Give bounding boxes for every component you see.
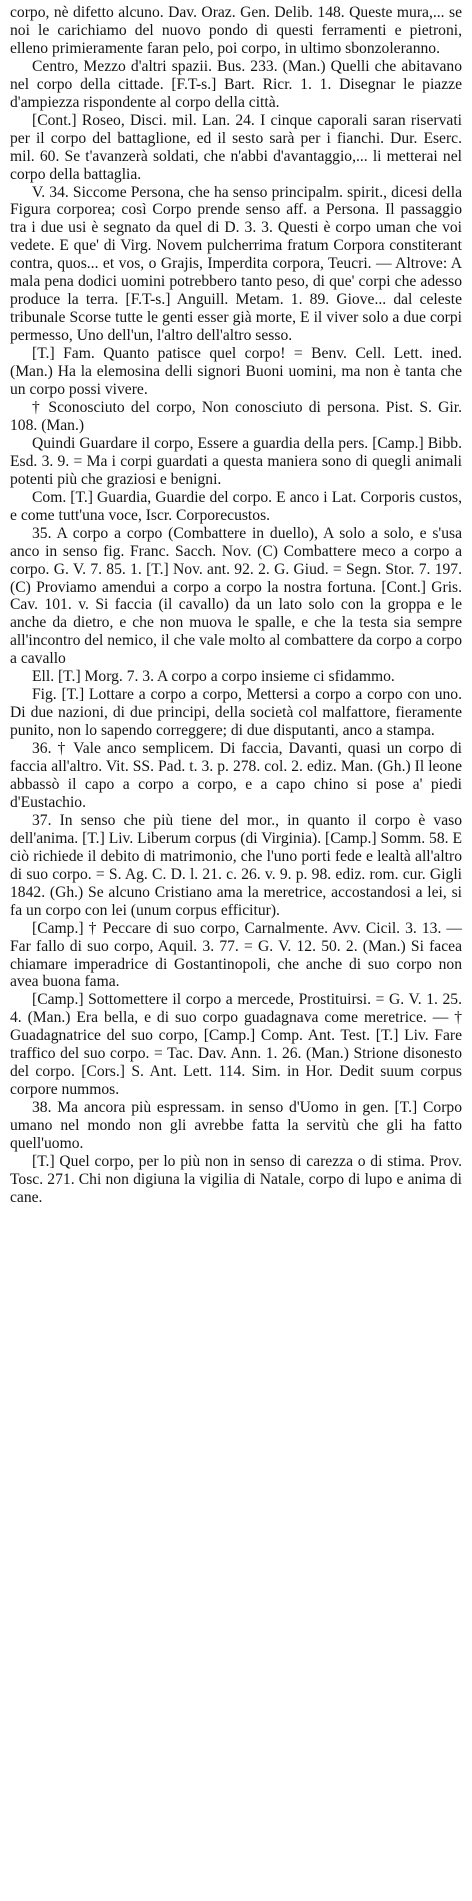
paragraph-sense-37-vaso-anima: 37. In senso che più tiene del mor., in quanto il corpo è vaso dell'anima. [T.] Liv. Liberum corpus (di Virginia). [Camp.] Somm. 58. E ciò richiede il debito di matrimonio, che l'uno porti fede e lealtà all'altro di suo corpo. = S. Ag. C. D. l. 21. c. 26. v. 9. p. 98. ediz. rom. cur. Gigli 1842. (Gh.) Se alcuno Cristiano ama la meretrice, accostandosi a lei, si fa un corpo con lei (unum corpus efficitur). (10, 811, 462, 919)
paragraph-corpo-nuovo-pondo: corpo, nè difetto alcuno. Dav. Oraz. Gen. Delib. 148. Queste mura,... se noi le carichiamo del nuovo pondo di questi ferramenti e pietroni, elleno primieramente faran pelo, poi corpo, in ultimo sbonzoleranno. (10, 4, 462, 57)
paragraph-centro-mezzo: Centro, Mezzo d'altri spazii. Bus. 233. (Man.) Quelli che abitavano nel corpo della cittade. [F.T-s.] Bart. Ricr. 1. 1. Disegnar le piazze d'ampiezza rispondente al corpo della città. (10, 57, 462, 111)
paragraph-peccare-di-suo-corpo: [Camp.] † Peccare di suo corpo, Carnalmente. Avv. Cicil. 3. 13. — Far fallo di suo corpo, Aquil. 3. 77. = G. V. 12. 50. 2. (Man.) Si facea chiamare imperadrice di Gostantinopoli, che anche di suo corpo non avea buona fama. (10, 919, 462, 991)
paragraph-fig-lottare: Fig. [T.] Lottare a corpo a corpo, Mettersi a corpo a corpo con uno. Di due nazioni, di due principi, della società col malfattore, fieramente punito, non lo sapendo correggere; di due disputanti, anco a stampa. (10, 686, 462, 740)
paragraph-guardare-il-corpo: Quindi Guardare il corpo, Essere a guardia della pers. [Camp.] Bibb. Esd. 3. 9. = Ma i corpi guardati a questa maniera sono di quegli animali potenti più che graziosi e benigni. (10, 434, 462, 488)
paragraph-sottomettere-il-corpo: [Camp.] Sottomettere il corpo a mercede, Prostituirsi. = G. V. 1. 25. 4. (Man.) Era bella, e di suo corpo guadagnava come meretrice. — † Guadagnatrice del suo corpo, [Camp.] Comp. Ant. Test. [T.] Liv. Fare traffico del suo corpo. = Tac. Dav. Ann. 1. 26. (Man.) Strione disonesto del corpo. [Cors.] S. Ant. Lett. 114. Sim. in Hor. Dedit suum corpus corpore nummos. (10, 991, 462, 1099)
paragraph-quel-corpo: [T.] Quel corpo, per lo più non in senso di carezza o di stima. Prov. Tosc. 271. Chi non digiuna la vigilia di Natale, corpo di lupo e anima di cane. (10, 1153, 462, 1206)
paragraph-sense-35-a-corpo-a-corpo: 35. A corpo a corpo (Combattere in duello), A solo a solo, e s'usa anco in senso fig. Franc. Sacch. Nov. (C) Combattere meco a corpo a corpo. G. V. 7. 85. 1. [T.] Nov. ant. 92. 2. G. Giud. = Segn. Stor. 7. 197. (C) Proviamo amendui a corpo a corpo la nostra fortuna. [Cont.] Gris. Cav. 101. v. Si faccia (il cavallo) da un lato solo con la groppa e le anche da dietro, e che non muova le spalle, e che la testa sia sempre all'incontro del nemico, il che vale molto al combattere da corpo a corpo a cavallo (10, 524, 462, 668)
paragraph-sense-36-di-faccia: 36. † Vale anco semplicem. Di faccia, Davanti, quasi un corpo di faccia all'altro. Vit. SS. Pad. t. 3. p. 278. col. 2. ediz. Man. (Gh.) Il leone abbassò il capo a corpo a corpo, e a capo chino si pose a' piedi d'Eustachio. (10, 740, 462, 811)
paragraph-guardie-del-corpo: Com. [T.] Guardia, Guardie del corpo. E anco i Lat. Corporis custos, e come tutt'una voce, Iscr. Corporecustos. (10, 488, 462, 524)
paragraph-cont-battaglione: [Cont.] Roseo, Disci. mil. Lan. 24. I cinque caporali saran riservati per il corpo del battaglione, ed il sesto sarà per i fianchi. Dur. Eserc. mil. 60. Se t'avanzerà soldati, che n'abbi d'avantaggio,... li metterai nel corpo della battaglia. (10, 111, 462, 183)
paragraph-fam-quanto-patisce: [T.] Fam. Quanto patisce quel corpo! = Benv. Cell. Lett. ined. (Man.) Ha la elemosina delli signori Buoni uomini, ma non è tanta che un corpo possi vivere. (10, 345, 462, 399)
paragraph-sconosciuto-del-corpo: † Sconosciuto del corpo, Non conosciuto di persona. Pist. S. Gir. 108. (Man.) (10, 398, 462, 434)
paragraph-ell-morg: Ell. [T.] Morg. 7. 3. A corpo a corpo insieme ci sfidammo. (32, 668, 395, 686)
paragraph-sense-34-persona: V. 34. Siccome Persona, che ha senso principalm. spirit., dicesi della Figura corporea; così Corpo prende senso aff. a Persona. Il passaggio tra i due usi è segnato da quel di D. 3. 3. Questi è corpo uman che voi vedete. E que' di Virg. Novem pulcherrima fratum Corpora constiterant contra, quos... et vos, o Grajis, Imperdita corpora, Teucri. — Altrove: A mala pena dodici uomini potrebbero tanto peso, di que' corpi che adesso produce la terra. [F.T-s.] Anguill. Metam. 1. 89. Giove... dal celeste tribunale Scorse tutte le genti esser già morte, E il viver solo a due corpi permesso, Uno dell'un, l'altro dell'altro sesso. (10, 183, 462, 345)
paragraph-sense-38-uomo: 38. Ma ancora più espressam. in senso d'Uomo in gen. [T.] Corpo umano nel mondo non gli avrebbe fatta la servitù che gli ha fatto quell'uomo. (10, 1099, 462, 1153)
